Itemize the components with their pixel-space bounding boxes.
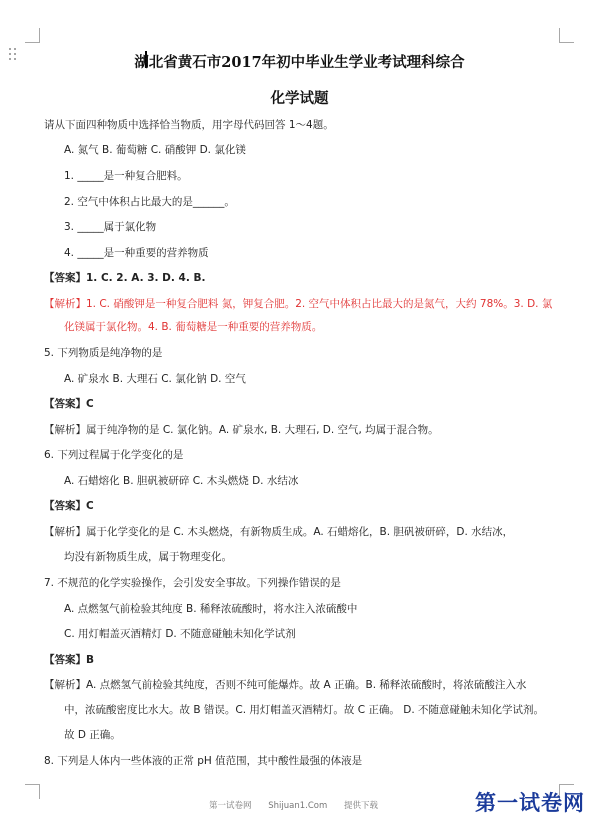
footer-url: Shijuan1.Com bbox=[268, 801, 328, 811]
analysis-line: 【解析】属于纯净物的是 C. 氯化钠。A. 矿泉水, B. 大理石, D. 空气, 均属于混合物。 bbox=[44, 424, 439, 436]
analysis-line: 故 D 正确。 bbox=[64, 729, 121, 741]
document-title: 湖北省黄石市2017年初中毕业生学业考试理科综合 bbox=[134, 54, 465, 71]
options-line: A. 矿泉水 B. 大理石 C. 氯化钠 D. 空气 bbox=[64, 373, 246, 385]
answer-line: 【答案】1. C. 2. A. 3. D. 4. B. bbox=[44, 272, 206, 284]
analysis-line: 化镁属于氯化物。4. B. 葡萄糖是一种重要的营养物质。 bbox=[64, 321, 323, 333]
analysis-line: 【解析】1. C. 硝酸钾是一种复合肥料 氮，钾复合肥。2. 空气中体积占比最大的是氮气，大约 78%。3. D. 氯 bbox=[44, 298, 553, 310]
options-line: A. 石蜡熔化 B. 胆矾被研碎 C. 木头燃烧 D. 水结冰 bbox=[64, 475, 299, 487]
question-line: 3. _____属于氯化物 bbox=[64, 221, 157, 233]
question-line: 5. 下列物质是纯净物的是 bbox=[44, 347, 163, 359]
answer-line: 【答案】C bbox=[44, 500, 94, 512]
options-line: C. 用灯帽盖灭酒精灯 D. 不随意碰触未知化学试剂 bbox=[64, 628, 296, 640]
footer-site: 第一试卷网 bbox=[209, 801, 252, 811]
analysis-line: 【解析】A. 点燃氢气前检验其纯度，否则不纯可能爆炸。故 A 正确。B. 稀释浓硫酸时，将浓硫酸注入水 bbox=[44, 679, 527, 691]
options-line: A. 点燃氢气前检验其纯度 B. 稀释浓硫酸时，将水注入浓硫酸中 bbox=[64, 603, 358, 615]
instruction-line: 请从下面四种物质中选择恰当物质，用字母代码回答 1～4题。 bbox=[44, 119, 334, 131]
brand-watermark: 第一试卷网 bbox=[475, 790, 585, 815]
question-line: 2. 空气中体积占比最大的是______。 bbox=[64, 196, 235, 208]
question-line: 4. _____是一种重要的营养物质 bbox=[64, 247, 209, 259]
question-line: 7. 不规范的化学实验操作，会引发安全事故。下列操作错误的是 bbox=[44, 577, 341, 589]
footer-note: 提供下载 bbox=[343, 801, 378, 811]
page-footer bbox=[209, 799, 392, 811]
analysis-line: 中，浓硫酸密度比水大。故 B 错误。C. 用灯帽盖灭酒精灯。故 C 正确。 D. 不随意碰触未知化学试剂。 bbox=[64, 704, 544, 716]
answer-line: 【答案】C bbox=[44, 398, 94, 410]
question-line: 6. 下列过程属于化学变化的是 bbox=[44, 449, 184, 461]
options-line: A. 氮气 B. 葡萄糖 C. 硝酸钾 D. 氯化镁 bbox=[64, 144, 246, 156]
answer-line: 【答案】B bbox=[44, 654, 95, 666]
document-subtitle: 化学试题 bbox=[270, 90, 329, 107]
analysis-line: 均没有新物质生成，属于物理变化。 bbox=[64, 551, 232, 563]
analysis-line: 【解析】属于化学变化的是 C. 木头燃烧，有新物质生成。A. 石蜡熔化，B. 胆矾被研碎，D. 水结冰， bbox=[44, 526, 514, 538]
page-corner-mark bbox=[559, 28, 574, 43]
page-corner-mark bbox=[25, 784, 40, 799]
question-line: 1. _____是一种复合肥料。 bbox=[64, 170, 188, 182]
page-corner-mark bbox=[25, 28, 40, 43]
question-line: 8. 下列是人体内一些体液的正常 pH 值范围，其中酸性最强的体液是 bbox=[44, 755, 363, 767]
